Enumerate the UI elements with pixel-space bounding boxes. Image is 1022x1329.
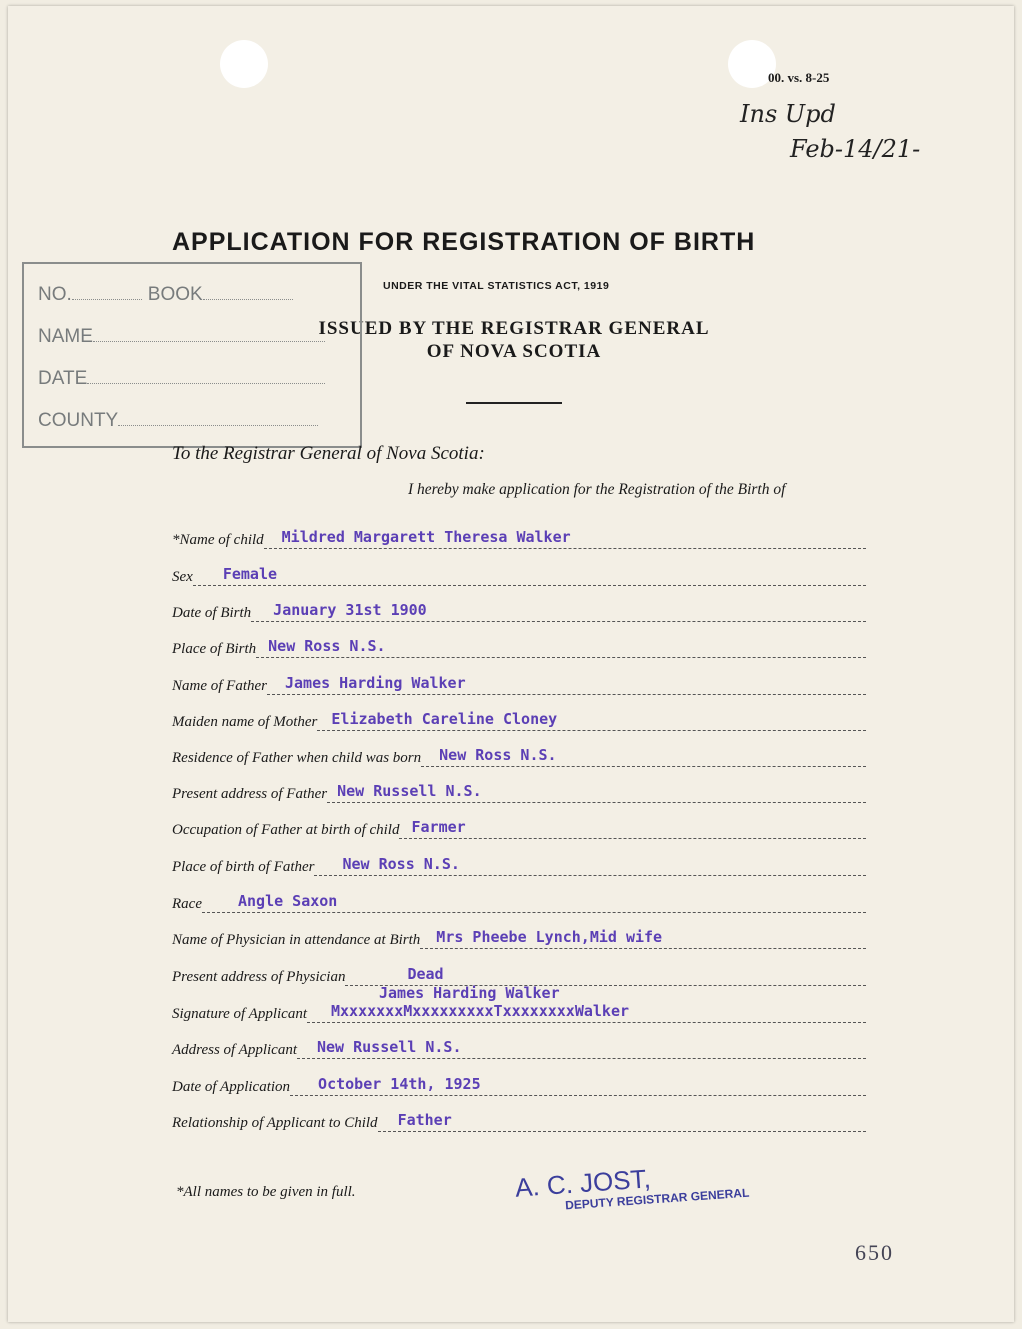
field-line <box>290 1075 866 1096</box>
field-line <box>307 984 866 1023</box>
form-field-row <box>172 928 866 949</box>
form-field-row <box>172 1038 866 1059</box>
act-subtitle: UNDER THE VITAL STATISTICS ACT, 1919 <box>383 280 610 292</box>
field-value-typed-name: James Harding Walker <box>379 984 560 1002</box>
form-field-row <box>172 1075 866 1096</box>
field-value: MxxxxxxxMxxxxxxxxxTxxxxxxxxWalker <box>331 1002 630 1020</box>
handwritten-date: Feb-14/21- <box>790 135 921 163</box>
field-label: Place of Birth <box>172 641 257 657</box>
salutation: To the Registrar General of Nova Scotia: <box>172 443 485 464</box>
field-line <box>202 892 866 913</box>
field-line <box>193 565 866 586</box>
punch-hole <box>220 40 268 88</box>
field-value: New Ross N.S. <box>342 855 460 873</box>
field-value: New Russell N.S. <box>337 782 482 800</box>
form-field-row <box>172 782 866 803</box>
field-label: Maiden name of Mother <box>172 714 318 730</box>
field-label: Address of Applicant <box>172 1042 297 1058</box>
field-value: Dead <box>407 965 444 983</box>
field-value: New Ross N.S. <box>439 746 557 764</box>
field-line <box>420 928 866 949</box>
registration-stamp-box: NO. BOOK NAME DATE COUNTY <box>22 262 362 448</box>
footnote: *All names to be given in full. <box>176 1184 356 1200</box>
form-field-row <box>172 601 866 622</box>
form-field-row <box>172 855 866 876</box>
field-line <box>399 818 866 839</box>
field-line <box>267 674 866 695</box>
form-field-row <box>172 637 866 658</box>
form-field-row <box>172 892 866 913</box>
field-value: Farmer <box>411 818 466 836</box>
field-label: Date of Application <box>172 1079 291 1095</box>
field-line <box>378 1111 866 1132</box>
form-field-row <box>172 984 866 1023</box>
field-label: Present address of Father <box>172 786 328 802</box>
field-line <box>327 782 866 803</box>
field-line <box>256 637 866 658</box>
field-label: Relationship of Applicant to Child <box>172 1115 378 1131</box>
form-field-row <box>172 674 866 695</box>
field-value: James Harding Walker <box>285 674 466 692</box>
official-stamp-name: A. C. JOST, <box>514 1163 652 1203</box>
field-value: New Ross N.S. <box>268 637 386 655</box>
field-value: Mildred Margarett Theresa Walker <box>281 528 571 546</box>
field-label: Race <box>172 896 202 912</box>
field-label: Place of birth of Father <box>172 859 315 875</box>
issuer: ISSUED BY THE REGISTRAR GENERAL OF NOVA SCOTIA <box>318 318 710 362</box>
intro-text: I hereby make application for the Registration of the Birth of <box>408 481 786 498</box>
form-field-row <box>172 1111 866 1132</box>
field-label: Present address of Physician <box>172 969 346 985</box>
form-field-row <box>172 710 866 731</box>
field-value: New Russell N.S. <box>317 1038 462 1056</box>
official-stamp-title: DEPUTY REGISTRAR GENERAL <box>564 1185 750 1213</box>
field-line <box>314 855 866 876</box>
field-label: Name of Physician in attendance at Birth <box>172 932 421 948</box>
field-label: Date of Birth <box>172 605 252 621</box>
field-value: October 14th, 1925 <box>318 1075 481 1093</box>
field-value: January 31st 1900 <box>273 601 427 619</box>
form-field-row <box>172 528 866 549</box>
field-label: *Name of child <box>172 532 264 548</box>
field-value: Elizabeth Careline Cloney <box>331 710 558 728</box>
field-value: Angle Saxon <box>237 892 338 910</box>
field-label: Signature of Applicant <box>172 1006 307 1022</box>
field-label: Occupation of Father at birth of child <box>172 822 400 838</box>
field-value: Father <box>397 1111 452 1129</box>
page-number: 650 <box>855 1240 894 1265</box>
field-label: Sex <box>172 569 193 585</box>
field-label: Residence of Father when child was born <box>172 750 422 766</box>
field-value: Female <box>222 565 278 583</box>
divider <box>466 402 562 404</box>
form-field-row <box>172 746 866 767</box>
field-line <box>264 528 866 549</box>
field-line <box>317 710 866 731</box>
form-field-row <box>172 818 866 839</box>
field-line <box>421 746 866 767</box>
handwritten-note: Ins Upd <box>740 100 836 128</box>
field-value: Mrs Pheebe Lynch,Mid wife <box>436 928 663 946</box>
field-line <box>297 1038 866 1059</box>
document-title: APPLICATION FOR REGISTRATION OF BIRTH <box>172 228 756 256</box>
form-field-row <box>172 565 866 586</box>
field-label: Name of Father <box>172 678 267 694</box>
field-line <box>251 601 866 622</box>
form-number: 00. vs. 8-25 <box>768 70 830 85</box>
